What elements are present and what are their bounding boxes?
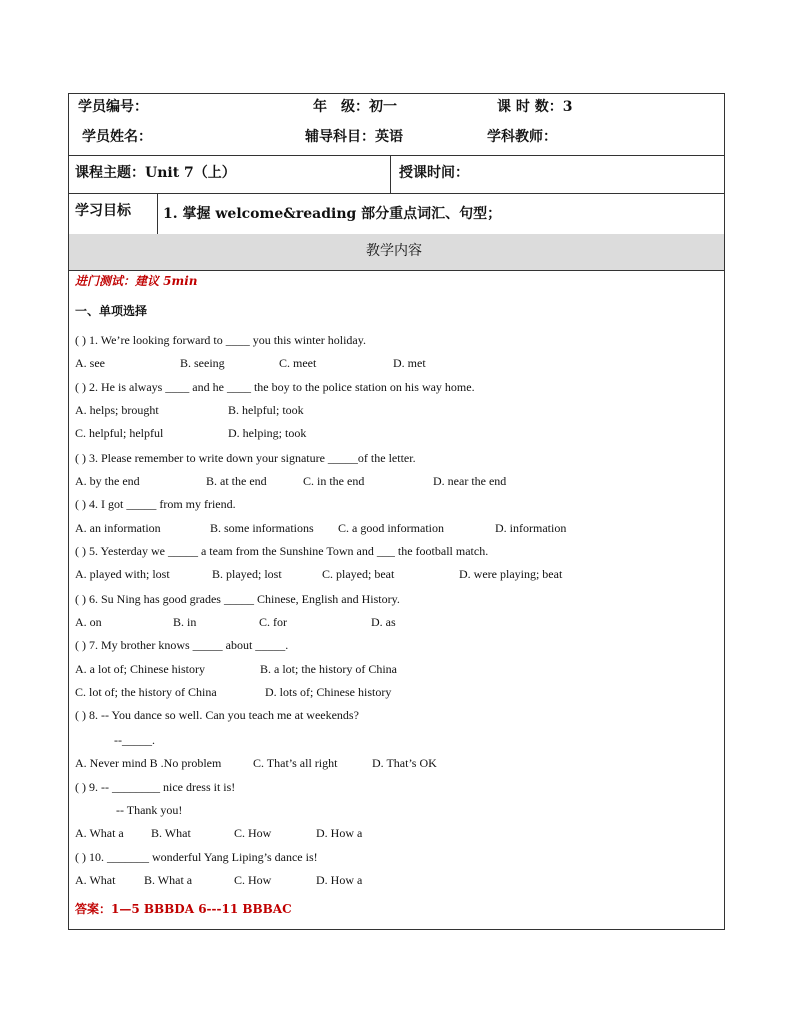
question-7: ( ) 7. My brother knows _____ about _____. (75, 638, 289, 652)
divider (69, 155, 724, 156)
option: A. an information (75, 521, 161, 535)
option: B. seeing (180, 356, 225, 370)
option: A. What a (75, 826, 124, 840)
option: C. lot of; the history of China (75, 685, 217, 699)
divider (69, 270, 724, 271)
option: B. helpful; took (228, 403, 304, 417)
option: B. What a (144, 873, 193, 887)
option: D. helping; took (228, 426, 307, 440)
option: B. some informations (210, 521, 314, 535)
question-2: ( ) 2. He is always ____ and he ____ the boy to the police station on his way home. (75, 380, 475, 394)
reply-line: -- Thank you! (116, 803, 183, 817)
divider (157, 193, 158, 234)
question-10: ( ) 10. _______ wonderful Yang Liping’s dance is! (75, 850, 318, 864)
option: A. Never mind B .No problem (75, 756, 222, 770)
question-5: ( ) 5. Yesterday we _____ a team from the Sunshine Town and ___ the football match. (75, 544, 489, 558)
class-time-label: 授课时间： (399, 165, 469, 181)
option: C. in the end (303, 474, 365, 488)
option: D. How a (316, 873, 363, 887)
option: D. were playing; beat (459, 567, 563, 581)
option: D. near the end (433, 474, 507, 488)
grade-label: 年 级：初一 (313, 99, 397, 115)
option: A. What (75, 873, 116, 887)
option: D. met (393, 356, 426, 370)
reply-line: --_____. (114, 733, 155, 747)
option: A. see (75, 356, 105, 370)
hours-label: 课 时 数：3 (497, 99, 573, 115)
subject-label: 辅导科目：英语 (305, 129, 403, 145)
section-title: 一、单项选择 (75, 304, 148, 318)
option: A. helps; brought (75, 403, 159, 417)
learning-goal-text: 1. 掌握 welcome&reading 部分重点词汇、句型； (163, 206, 502, 222)
option: D. information (495, 521, 567, 535)
option: B. in (173, 615, 197, 629)
student-name-label: 学员姓名： (82, 129, 152, 145)
divider (390, 155, 391, 193)
question-6: ( ) 6. Su Ning has good grades _____ Chinese, English and History. (75, 592, 400, 606)
option: A. a lot of; Chinese history (75, 662, 205, 676)
option: A. played with; lost (75, 567, 170, 581)
option: D. as (371, 615, 396, 629)
option: D. lots of; Chinese history (265, 685, 392, 699)
option: C. a good information (338, 521, 444, 535)
option: C. for (259, 615, 287, 629)
option: B. played; lost (212, 567, 282, 581)
option: B. a lot; the history of China (260, 662, 397, 676)
question-4: ( ) 4. I got _____ from my friend. (75, 497, 236, 511)
question-1: ( ) 1. We’re looking forward to ____ you this winter holiday. (75, 333, 366, 347)
question-9: ( ) 9. -- ________ nice dress it is! (75, 780, 236, 794)
student-id-label: 学员编号： (78, 99, 148, 115)
question-3: ( ) 3. Please remember to write down your signature _____of the letter. (75, 451, 416, 465)
option: A. by the end (75, 474, 140, 488)
option: C. helpful; helpful (75, 426, 164, 440)
option: C. How (234, 873, 272, 887)
option: D. How a (316, 826, 363, 840)
learning-goal-label: 学习目标 (75, 203, 131, 219)
divider (69, 193, 724, 194)
option: C. meet (279, 356, 317, 370)
option: D. That’s OK (372, 756, 437, 770)
option: B. at the end (206, 474, 267, 488)
option: C. played; beat (322, 567, 395, 581)
option: B. What (151, 826, 191, 840)
option: C. That’s all right (253, 756, 338, 770)
content-heading: 教学内容 (366, 243, 422, 259)
question-8: ( ) 8. -- You dance so well. Can you teach me at weekends? (75, 708, 359, 722)
teacher-label: 学科教师： (487, 129, 557, 145)
quiz-intro: 进门测试：建议 5min (75, 274, 198, 288)
option: A. on (75, 615, 102, 629)
option: C. How (234, 826, 272, 840)
answer-key: 答案：1—5 BBBDA 6---11 BBBAC (75, 902, 292, 916)
course-topic: 课程主题：Unit 7（上） (75, 165, 236, 181)
